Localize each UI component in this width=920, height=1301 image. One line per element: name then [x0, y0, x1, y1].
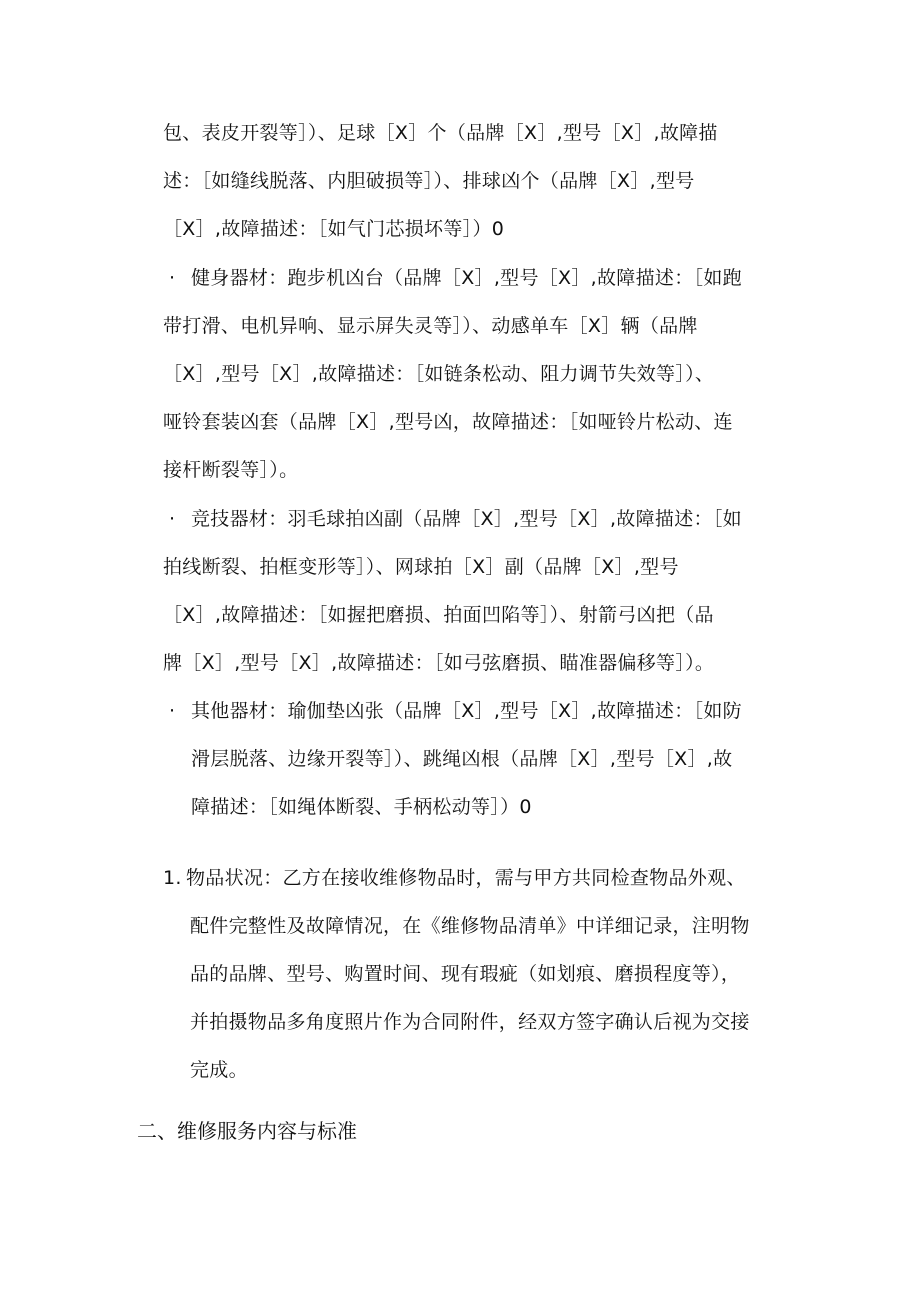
item-status-line-2: 配件完整性及故障情况，在《维修物品清单》中详细记录，注明物: [190, 915, 750, 937]
fitness-line-2: 带打滑、电机异响、显示屏失灵等］）、动感单车［X］辆（品牌: [163, 315, 698, 337]
intro-line-1: 包、表皮开裂等］）、足球［X］个（品牌［X］,型号［X］,故障描: [163, 122, 718, 144]
item-status-line-3: 品的品牌、型号、购置时间、现有瑕疵（如划痕、磨损程度等），: [190, 963, 741, 985]
item-status-line-1: 物品状况：乙方在接收维修物品时，需与甲方共同检查物品外观、: [186, 867, 746, 889]
other-line-3: 障描述：［如绳体断裂、手柄松动等］）0: [191, 796, 532, 818]
other-bullet: ·: [169, 700, 176, 722]
competitive-line-4: 牌［X］,型号［X］,故障描述：［如弓弦磨损、瞄准器偏移等］）。: [163, 652, 715, 674]
item-status-number: 1.: [163, 867, 182, 889]
competitive-line-2: 拍线断裂、拍框变形等］）、网球拍［X］副（品牌［X］,型号: [163, 556, 679, 578]
competitive-bullet: ·: [169, 508, 176, 530]
competitive-line-1: 竞技器材：羽毛球拍凶副（品牌［X］,型号［X］,故障描述：［如: [191, 508, 742, 530]
other-line-2: 滑层脱落、边缘开裂等］）、跳绳凶根（品牌［X］,型号［X］,故: [191, 748, 733, 770]
fitness-bullet: ·: [169, 267, 176, 289]
fitness-line-1: 健身器材：跑步机凶台（品牌［X］,型号［X］,故障描述：［如跑: [191, 267, 742, 289]
item-status-line-4: 并拍摄物品多角度照片作为合同附件，经双方签字确认后视为交接: [190, 1011, 750, 1033]
competitive-line-3: ［X］,故障描述：［如握把磨损、拍面凹陷等］）、射箭弓凶把（品: [163, 604, 714, 626]
fitness-line-4: 哑铃套装凶套（品牌［X］,型号凶，故障描述：［如哑铃片松动、连: [163, 411, 733, 433]
item-status-line-5: 完成。: [190, 1059, 248, 1081]
section-heading: 二、维修服务内容与标准: [137, 1119, 357, 1143]
intro-line-3: ［X］,故障描述：［如气门芯损坏等］）0: [163, 218, 505, 240]
fitness-line-5: 接杆断裂等］）。: [163, 459, 299, 481]
intro-line-2: 述：［如缝线脱落、内胆破损等］）、排球凶个（品牌［X］,型号: [163, 170, 695, 192]
other-line-1: 其他器材：瑜伽垫凶张（品牌［X］,型号［X］,故障描述：［如防: [191, 700, 742, 722]
fitness-line-3: ［X］,型号［X］,故障描述：［如链条松动、阻力调节失效等］）、: [163, 363, 715, 385]
